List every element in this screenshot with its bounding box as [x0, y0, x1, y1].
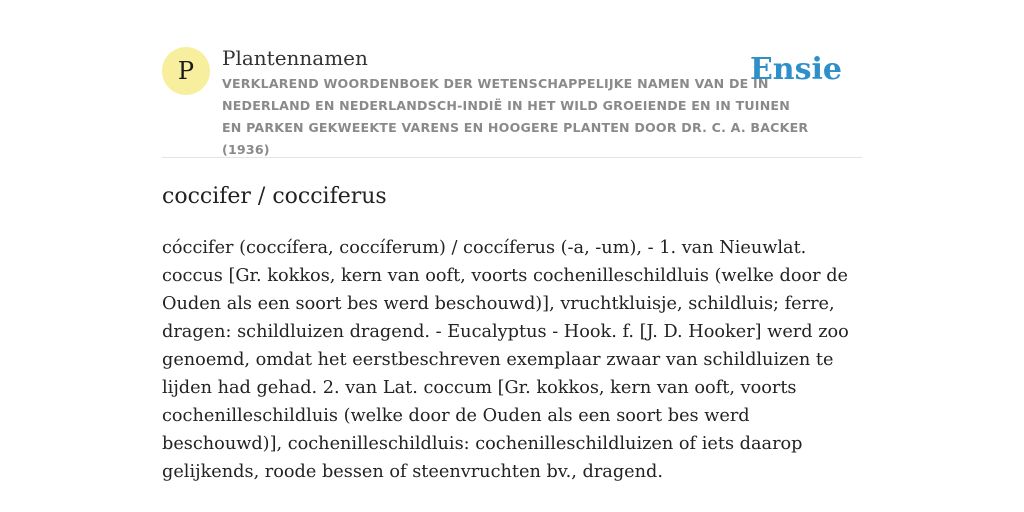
dictionary-avatar[interactable]: P: [162, 47, 210, 95]
entry-definition: cóccifer (coccífera, coccíferum) / coccíferus (-a, -um), - 1. van Nieuwlat. coccus [Gr. kokkos, kern van ooft, voorts cochenilleschildluis (welke door de Ouden als een soort bes werd beschouwd)], vruchtkluisje, schildluis; ferre, dragen: schildluizen dragend. - Eucalyptus - Hook. f. [J. D. Hooker] werd zoo genoemd, omdat het eerstbeschreven exemplaar zwaar van schildluizen te lijden had gehad. 2. van Lat. coccum [Gr. kokkos, kern van ooft, voorts cochenilleschildluis (welke door de Ouden als een soort bes werd beschouwd)], cochenilleschildluis: cochenilleschildluizen of iets daarop gelijkends, roode bessen of steenvruchten bv., dragend.: [162, 238, 849, 482]
entry-title: coccifer / cocciferus: [162, 184, 387, 209]
dictionary-header: [162, 46, 862, 158]
dictionary-description: VERKLAREND WOORDENBOEK DER WETENSCHAPPELIJKE NAMEN VAN DE IN NEDERLAND EN NEDERLANDSCH-INDIË IN HET WILD GROEIENDE EN IN TUINEN EN PARKEN GEKWEEKTE VARENS EN HOOGERE PLANTEN DOOR DR. C. A. BACKER (1936): [222, 76, 809, 157]
dictionary-name[interactable]: Plantennamen: [222, 46, 368, 70]
ensie-logo[interactable]: Ensie: [749, 52, 842, 87]
